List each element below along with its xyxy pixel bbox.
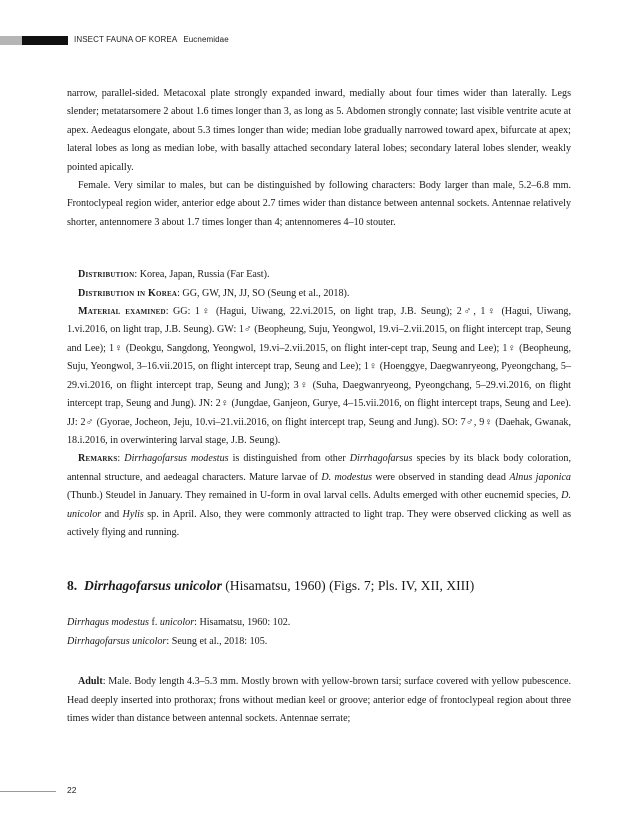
page-number: 22 — [67, 785, 77, 795]
remarks-text: is distinguished from other — [228, 453, 350, 465]
genus-name: Dirrhagofarsus — [349, 453, 413, 465]
book-title: INSECT FAUNA OF KOREA — [74, 35, 178, 44]
species-authority: (Hisamatsu, 1960) (Figs. 7; Pls. IV, XII, XIII) — [221, 578, 475, 594]
page-body — [67, 85, 571, 728]
material-examined-label: Material examined — [78, 306, 166, 318]
synonym-citation: : Seung et al., 2018: 105. — [166, 635, 268, 647]
remarks-text: (Thunb.) Steudel in January. They remained in U-form in oval larval cells. Adults emerged with other eucnemid species, — [67, 490, 562, 502]
distribution-paragraph — [67, 266, 571, 284]
distribution-text: : Korea, Japan, Russia (Far East). — [134, 269, 270, 281]
remarks-text: were observed in standing dead — [372, 471, 510, 483]
remarks-text: and — [101, 508, 123, 520]
footer-rule — [0, 791, 56, 792]
species-name: D. modestus — [321, 471, 373, 483]
synonym-citation: : Hisamatsu, 1960: 102. — [194, 617, 291, 629]
synonym-name: Dirrhagus modestus — [67, 617, 149, 629]
species-heading — [67, 576, 571, 596]
species-name: Dirrhagofarsus modestus — [124, 453, 229, 465]
synonym-name: unicolor — [159, 617, 195, 629]
species-name: Alnus japonica — [509, 471, 571, 483]
synonym-line — [67, 633, 571, 651]
synonym-line — [67, 614, 571, 632]
header-black-bar — [22, 36, 68, 45]
synonym-text: f. — [148, 617, 160, 629]
paragraph-female-description: Female. Very similar to males, but can be distinguished by following characters: Body larger than male, 5.2–6.8 mm. Frontoclypeal region wider, anterior edge about 2.7 times wider than distance between antennal sockets. Antennae relatively shorter, antennomere 3 about 1.7 times longer than 4; antennomeres 4–10 stouter. — [67, 180, 571, 228]
adult-text: : Male. Body length 4.3–5.3 mm. Mostly brown with yellow-brown tarsi; surface covered with yellow pubescence. Head deeply inserted into prothorax; frons without median keel or groove; anterior edge of frontoclypeal region about three times wider than distance between antennal sockets. Antennae serrate; — [67, 676, 571, 724]
species-title: Dirrhagofarsus unicolor — [84, 578, 222, 594]
distribution-label: Distribution — [78, 269, 135, 281]
material-examined-paragraph — [67, 303, 571, 450]
running-header — [74, 35, 229, 44]
remarks-text: sp. in April. Also, they were commonly attracted to light trap. They were observed clicking as well as actively flying and running. — [67, 508, 572, 538]
header-grey-bar — [0, 36, 22, 45]
family-name: Eucnemidae — [183, 35, 229, 44]
remarks-text: : — [117, 453, 125, 465]
adult-label: Adult — [78, 676, 103, 688]
adult-paragraph — [67, 673, 571, 728]
remarks-label: Remarks — [78, 453, 118, 465]
material-examined-text: : GG: 1♀ (Hagui, Uiwang, 22.vi.2015, on light trap, J.B. Seung); 2♂, 1♀ (Hagui, Uiwang, 1.vi.2016, on light trap, J.B. Seung). GW: 1♂ (Beopheung, Suju, Yeongwol, 19.vi–2.vii.2015, on flight intercept trap, Seung and Lee); 1♀ (Deokgu, Sangdong, Yeongwol, 19.vi–2.vii.2015, on flight inter-cept trap, Seung and Lee); 1♀ (Beopheung, Suju, Yeongwol, 3–16.vii.2015, on flight intercept trap, Seung and Lee); 1♀ (Hoenggye, Daegwanryeong, Pyeongchang, 5–29.vi.2016, on flight intercept trap, Seung and Jung); 3♀ (Suha, Daegwanryeong, Pyeongchang, 5–29.vi.2016, on flight intercept trap, Seung and Jung). JN: 2♀ (Jungdae, Ganjeon, Gurye, 4–15.vii.2016, on flight intercept traps, Seung and Lee). JJ: 2♂ (Gyorae, Jocheon, Jeju, 10.vi–21.vii.2016, on flight intercept trap, Seung and Jung). SO: 7♂, 9♀ (Daehak, Gwanak, 18.i.2016, in overwintering larval stage, J.B. Seung). — [67, 306, 571, 446]
species-name: D. unicolor — [67, 490, 571, 520]
distribution-korea-paragraph — [67, 285, 571, 303]
distribution-korea-label: Distribution in Korea — [78, 287, 178, 299]
species-number: 8. — [67, 578, 78, 594]
genus-name: Hylis — [122, 508, 144, 520]
synonym-name: Dirrhagofarsus unicolor — [67, 635, 167, 647]
remarks-text: species by its black body coloration, antennal structure, and aedeagal characters. Mature larvae of — [67, 453, 571, 483]
paragraph-male-description: narrow, parallel-sided. Metacoxal plate strongly expanded inward, medially about four times wider than laterally. Legs slender; metatarsomere 2 about 1.6 times longer than 3, as long as 5. Abdomen strongly connate; last visible ventrite acute at apex. Aedeagus elongate, about 5.3 times longer than wide; median lobe gradually narrowed toward apex, bifurcate at apex; lateral lobes as long as median lobe, with basally attached secondary lateral lobes; secondary lateral lobes slender, weakly pointed apically. — [67, 88, 571, 173]
remarks-paragraph — [67, 450, 571, 542]
distribution-korea-text: : GG, GW, JN, JJ, SO (Seung et al., 2018). — [177, 287, 350, 299]
